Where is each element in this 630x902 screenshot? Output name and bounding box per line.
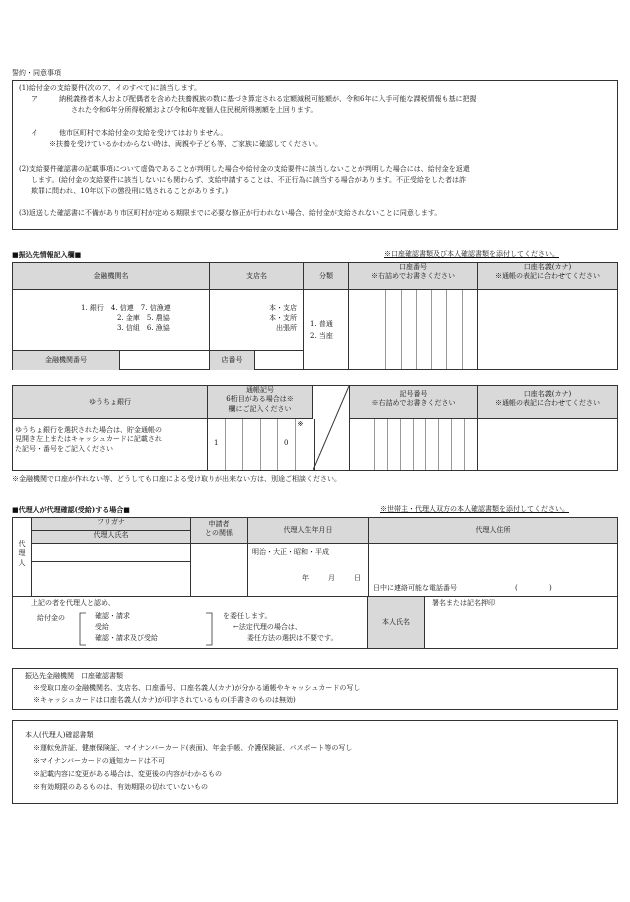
agent-relation-l1: 申請者 bbox=[208, 520, 230, 528]
branch-code-input[interactable] bbox=[255, 350, 304, 370]
account-number-input[interactable] bbox=[349, 290, 478, 369]
bank-col-type: 分類 bbox=[304, 263, 349, 290]
yucho-col-symbol-l3: 欄にご記入ください bbox=[228, 404, 292, 413]
docs2-box bbox=[12, 720, 618, 804]
branch-row3: 出張所 bbox=[276, 324, 297, 332]
pledge-item-3: (3)返送した確認書に不備があり市区町村が定める期限までに必要な修正が行われない場合、給付金が支給されないことに同意します。 bbox=[19, 209, 442, 217]
pledge-item-1a-line1: 納税義務者本人および配偶者を含めた扶養親族の数に基づき算定される定額減税可能額が、令和6年に入手可能な課税情報も基に把握 bbox=[59, 95, 477, 103]
agent-relation-label bbox=[191, 518, 248, 544]
yucho-col-symbol-l1: 通帳記号 bbox=[246, 386, 274, 394]
bank-col-holder-label: 口座名義(カナ) bbox=[523, 263, 572, 271]
docs2-line4: ※有効期限のあるものは、有効期限の切れていないもの bbox=[33, 783, 208, 791]
delegate-benefit-label: 給付金の bbox=[37, 614, 65, 622]
yucho-table bbox=[12, 385, 618, 471]
agent-day-label: 日 bbox=[354, 574, 361, 582]
yucho-desc-l2: 見開き左上またはキャッシュカードに記載され bbox=[15, 435, 162, 444]
pledge-item-2-line3: 欺罪に問われ、10年以下の懲役刑に処されることがあります。) bbox=[31, 187, 228, 195]
bank-col-account-label: 口座番号 bbox=[399, 263, 427, 271]
bank-col-holder bbox=[478, 263, 617, 290]
docs1-line2: ※キャッシュカードは口座名義人(カナ)が印字されているもの(手書きのものは無効) bbox=[33, 696, 296, 704]
agent-table bbox=[12, 517, 618, 597]
agent-relation-input[interactable] bbox=[191, 544, 248, 596]
docs1-line1: ※受取口座の金融機関名、支店名、口座番号、口座名義人(カナ)が分かる通帳やキャッシュカードの写し bbox=[33, 684, 361, 692]
yucho-holder-input[interactable] bbox=[478, 419, 617, 470]
agent-phone-paren-close: ) bbox=[549, 584, 552, 592]
branch-type-options[interactable] bbox=[210, 290, 304, 350]
legal-note-l1: ←法定代理の場合は、 bbox=[233, 623, 302, 631]
pledge-item-2-line1: (2)支給要件確認書の記載事項について虚偽であることが判明した場合や給付金の支給要件に該当しないことが判明した場合には、給付金を返還 bbox=[19, 165, 470, 173]
agent-birth-input[interactable] bbox=[248, 544, 369, 596]
bank-col-account bbox=[349, 263, 478, 290]
account-type-1: 1. 普通 bbox=[310, 320, 333, 328]
agent-phone-label: 日中に連絡可能な電話番号 bbox=[373, 584, 457, 592]
yucho-note: ※金融機関で口座が作れない等、どうしても口座による受け取りが出来ない方は、別途ご相談ください。 bbox=[12, 475, 341, 483]
agent-month-label: 月 bbox=[328, 574, 335, 582]
agent-attach-note: ※世帯主・代理人双方の本人確認書類を添付してください。 bbox=[380, 505, 569, 513]
docs2-line3: ※記載内容に変更がある場合は、変更後の内容がわかるもの bbox=[33, 770, 222, 778]
bank-col-branch: 支店名 bbox=[210, 263, 304, 290]
bank-col-bank: 金融機関名 bbox=[13, 263, 210, 290]
yucho-col-holder-note: ※通帳の表記に合わせてください bbox=[495, 399, 600, 408]
agent-birth-label: 代理人生年月日 bbox=[248, 518, 369, 544]
yucho-col-symbol bbox=[208, 386, 313, 419]
docs2-line2: ※マイナンバーカードの通知カードは不可 bbox=[33, 757, 165, 765]
delegate-option-1[interactable]: 確認・請求 bbox=[95, 612, 130, 620]
yucho-digit-first: 1 bbox=[214, 439, 219, 447]
yucho-digit-last: 0 bbox=[277, 419, 295, 470]
account-type-options[interactable] bbox=[304, 290, 349, 370]
agent-era-options: 明治・大正・昭和・平成 bbox=[252, 548, 329, 556]
docs2-title: 本人(代理人)確認書類 bbox=[25, 731, 94, 739]
bank-attach-note: ※口座確認書類及び本人確認書類を添付してください。 bbox=[384, 250, 559, 258]
signature-label: 署名または記名押印 bbox=[432, 599, 495, 607]
yucho-symbol-input[interactable] bbox=[207, 419, 315, 470]
bank-type-row2: 2. 金庫 5. 農協 bbox=[117, 314, 170, 322]
branch-row2: 本・支所 bbox=[269, 314, 297, 322]
docs1-title: 振込先金融機関 口座確認書類 bbox=[25, 672, 123, 680]
yucho-desc-l3: た記号・番号をご記入ください bbox=[15, 444, 113, 453]
self-name-input[interactable] bbox=[424, 597, 617, 648]
yucho-description bbox=[15, 426, 207, 454]
account-holder-input[interactable] bbox=[478, 290, 617, 369]
agent-side-3: 人 bbox=[18, 558, 26, 567]
bank-section-title: ■振込先情報記入欄■ bbox=[12, 250, 82, 259]
agent-side-1: 代 bbox=[18, 540, 26, 548]
yucho-col-holder bbox=[478, 386, 617, 419]
yucho-sixth-digit-mark: ※ bbox=[295, 419, 315, 470]
delegate-option-3[interactable]: 確認・請求及び受給 bbox=[95, 634, 158, 642]
agent-furigana-label: フリガナ bbox=[32, 518, 191, 531]
agent-phone-paren-open: ( bbox=[515, 584, 518, 592]
agent-section-title: ■代理人が代理確認(受給)する場合■ bbox=[12, 505, 130, 514]
agent-name-input[interactable] bbox=[32, 562, 191, 596]
pledge-box bbox=[12, 80, 618, 230]
pledge-item-2-line2: します。(給付金の支給要件に該当しないにも関わらず、支給申請することは、不正行為に該当する場合があります。不正受給をした者は詐 bbox=[31, 176, 467, 184]
pledge-item-1: (1)給付金の支給要件(次のア、イのすべて)に該当します。 bbox=[19, 84, 202, 92]
account-type-2: 2. 当座 bbox=[310, 332, 333, 340]
yucho-col-name: ゆうちょ銀行 bbox=[13, 386, 208, 419]
bank-type-row3: 3. 信組 6. 漁協 bbox=[117, 324, 170, 332]
branch-row1: 本・支店 bbox=[269, 304, 297, 312]
bracket-right-icon bbox=[205, 612, 213, 646]
bank-type-row1: 1. 銀行 4. 信連 7. 信漁連 bbox=[81, 304, 171, 312]
yucho-col-symbol-l2: 6桁目がある場合は※ bbox=[226, 395, 294, 404]
agent-side-2: 理 bbox=[18, 549, 26, 558]
yucho-col-number bbox=[350, 386, 478, 419]
bracket-left-icon bbox=[79, 612, 87, 646]
yucho-col-number-note: ※右詰めでお書きください bbox=[371, 399, 456, 408]
yucho-divider-slash bbox=[313, 386, 350, 470]
legal-note-l2: 委任方法の選択は不要です。 bbox=[247, 634, 338, 642]
bank-type-options[interactable] bbox=[13, 290, 210, 350]
agent-name-label: 代理人氏名 bbox=[32, 531, 191, 544]
agent-address-input[interactable] bbox=[369, 544, 617, 596]
delegate-text: を委任します。 bbox=[223, 612, 272, 620]
self-name-label: 本人氏名 bbox=[367, 597, 425, 648]
agent-year-label: 年 bbox=[302, 574, 309, 582]
agent-side-label bbox=[13, 518, 32, 596]
bank-table bbox=[12, 262, 618, 370]
bank-col-account-note: ※右詰めでお書きください bbox=[371, 272, 455, 281]
bank-code-label: 金融機関番号 bbox=[13, 350, 120, 370]
bank-col-holder-note: ※通帳の表記に合わせてください bbox=[495, 272, 600, 281]
delegate-intro: 上記の者を代理人と認め、 bbox=[31, 599, 115, 607]
delegate-option-2[interactable]: 受給 bbox=[95, 623, 109, 631]
yucho-desc-l1: ゆうちょ銀行を選択された場合は、貯金通帳の bbox=[15, 426, 162, 434]
yucho-number-input[interactable] bbox=[350, 419, 478, 470]
yucho-col-holder-label: 口座名義(カナ) bbox=[523, 390, 572, 398]
agent-furigana-input[interactable] bbox=[32, 544, 191, 562]
branch-code-label: 店番号 bbox=[210, 350, 255, 370]
bank-code-input[interactable] bbox=[120, 350, 210, 370]
docs2-line1: ※運転免許証、健康保険証、マイナンバーカード(表面)、年金手帳、介護保険証、パスポート等の写し bbox=[33, 744, 353, 752]
pledge-item-1b-line1: 他市区町村で本給付金の支給を受けてはおりません。 bbox=[59, 129, 228, 137]
pledge-item-1b-note: ※扶養を受けているかわからない時は、両親や子ども等、ご家族に確認してください。 bbox=[49, 140, 322, 148]
pledge-item-1a-label: ア bbox=[31, 95, 38, 103]
pledge-title: 誓約・同意事項 bbox=[12, 69, 61, 77]
docs1-box bbox=[12, 668, 618, 710]
agent-relation-l2: との関係 bbox=[205, 529, 233, 538]
pledge-item-1a-line2: された令和6年分所得税額および令和6年度個人住民税所得割額を上回ります。 bbox=[71, 106, 318, 114]
yucho-col-number-label: 記号番号 bbox=[399, 390, 428, 398]
agent-address-label: 代理人住所 bbox=[369, 518, 617, 544]
delegation-block bbox=[12, 597, 618, 649]
pledge-item-1b-label: イ bbox=[31, 129, 38, 137]
